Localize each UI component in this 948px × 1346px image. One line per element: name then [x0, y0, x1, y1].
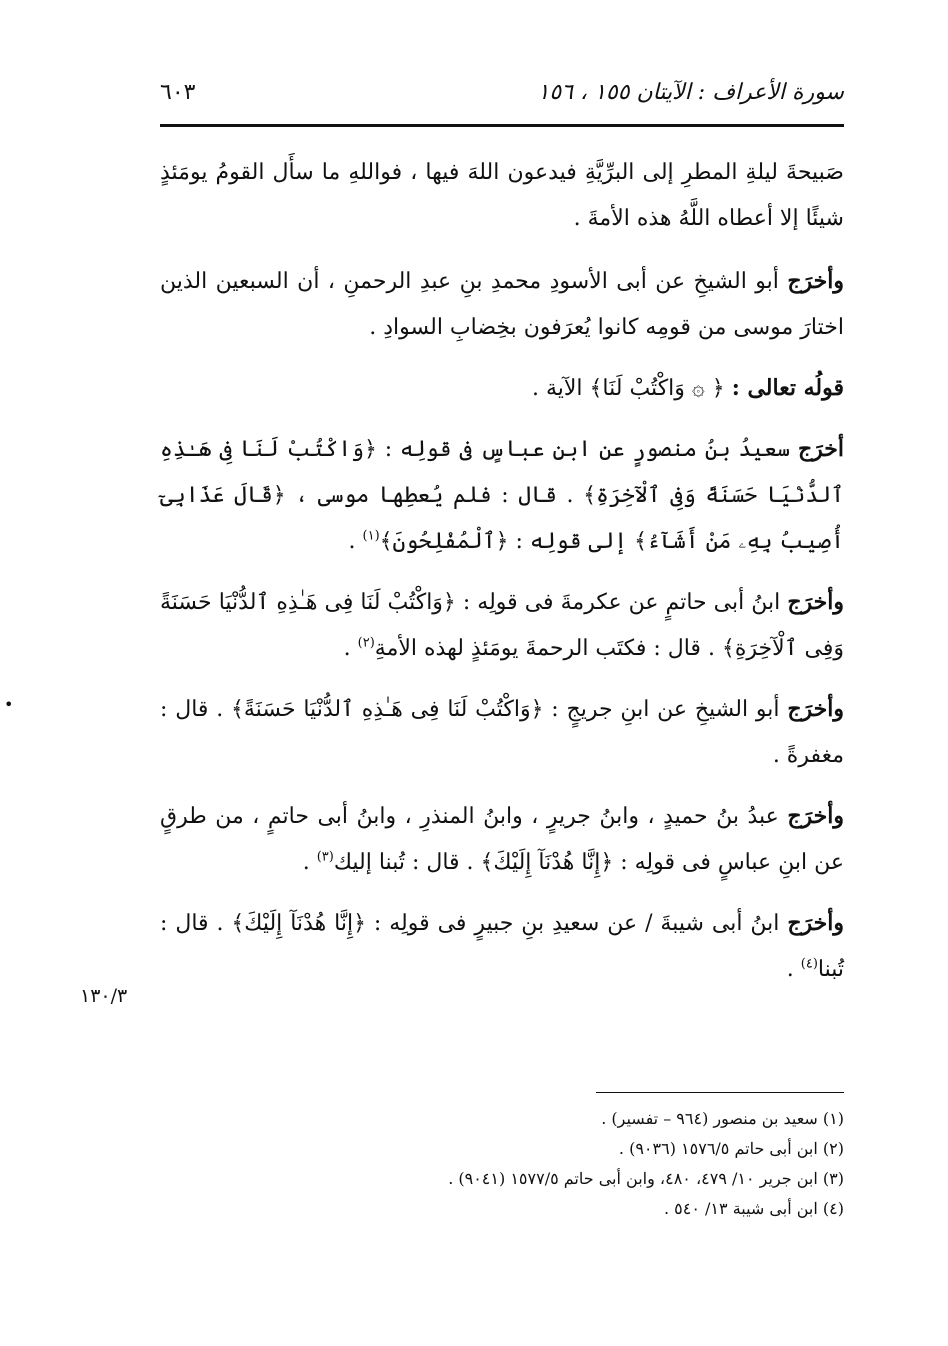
footnote-2: (٢) ابن أبى حاتم ١٥٧٦/٥ (٩٠٣٦) .	[618, 1139, 844, 1158]
paragraph-text: أبو الشيخِ عن أبى الأسودِ محمدِ بنِ عبدِ الرحمنِ ، أن السبعين الذين اختارَ موسى من قومِه كانوا يُعرَفون بخِضابِ السوادِ .	[160, 269, 844, 340]
binding-mark-icon: •	[4, 695, 14, 714]
paragraph-2	[160, 258, 844, 351]
paragraph-text: ابنُ أبى حاتمٍ عن عكرمةَ فى قولِه : ﴿وَاكْتُبْ لَنَا فِى هَـٰذِهِ ٱلدُّنْيَا حَسَنَةً وَفِى ٱلْآخِرَةِ﴾ . قال : فكتَب الرحمةَ يومَئذٍ لهذه الأمةِ	[160, 590, 844, 661]
paragraph-text: عبدُ بنُ حميدٍ ، وابنُ جريرٍ ، وابنُ المنذرِ ، وابنُ أبى حاتمٍ ، من طرقٍ عن ابنِ عباسٍ فى قولِه : ﴿إِنَّا هُدْنَآ إِلَيْكَ﴾ . قال : تُبنا إليك	[160, 804, 844, 875]
header-rule	[160, 124, 844, 127]
paragraph-lead: قولُه تعالى :	[731, 375, 844, 401]
page-header	[160, 72, 844, 122]
footnote-marker: (٢)	[357, 635, 375, 651]
paragraph-8	[160, 900, 844, 993]
paragraph-7	[160, 793, 844, 886]
margin-reference: ١٣٠/٣	[80, 985, 128, 1007]
paragraph-6	[160, 686, 844, 779]
paragraph-text: ابنُ أبى شيبةَ / عن سعيدِ بنِ جبيرٍ فى قولِه : ﴿إِنَّا هُدْنَآ إِلَيْكَ﴾ . قال : تُبنا	[160, 911, 844, 982]
running-title: سورة الأعراف : الآيتان ١٥٥ ، ١٥٦	[537, 80, 844, 105]
paragraph-text: سعيدُ بنُ منصورٍ عن ابنِ عباسٍ فى قولِه : ﴿وَاكْتُبْ لَنَا فِى هَـٰذِهِ ٱلدُّنْيَا حَسَنَةً وَفِى ٱلْآخِرَةِ﴾ . قال : فلم يُعطِها موسى ، ﴿قَالَ عَذَابِىٓ أُصِيبُ بِهِۦ مَنْ أَشَآءُ﴾ إلى قولِه : ﴿ٱلْمُفْلِحُونَ﴾	[160, 437, 844, 554]
paragraph-text: صَبيحةَ ليلةِ المطرِ إلى البرِّيَّةِ فيدعون اللهَ فيها ، فواللهِ ما سأَل القومُ يومَئذٍ شيئًا إلا أعطاه اللَّهُ هذه الأمةَ .	[160, 160, 844, 231]
paragraph-lead: وأخرَج	[787, 268, 844, 294]
paragraph-4	[160, 426, 844, 565]
footnote-separator	[596, 1092, 844, 1093]
paragraph-lead: أخرَج	[797, 436, 844, 462]
main-text	[160, 150, 844, 1007]
footnote-4: (٤) ابن أبى شيبة ١٣/ ٥٤٠ .	[663, 1199, 844, 1218]
paragraph-tail: .	[348, 529, 363, 554]
paragraph-tail: .	[786, 957, 801, 982]
paragraph-lead: وأخرَج	[787, 696, 845, 722]
paragraph-3	[160, 365, 844, 412]
paragraph-5	[160, 579, 844, 672]
footnote-marker: (٤)	[800, 956, 818, 972]
paragraph-lead: وأخرَج	[787, 803, 844, 829]
paragraph-tail: .	[343, 636, 358, 661]
footnote-3: (٣) ابن جرير ١٠/ ٤٧٩، ٤٨٠، وابن أبى حاتم ١٥٧٧/٥ (٩٠٤١) .	[448, 1169, 844, 1188]
paragraph-text: أبو الشيخِ عن ابنِ جريجٍ : ﴿وَاكْتُبْ لَنَا فِى هَـٰذِهِ ٱلدُّنْيَا حَسَنَةً﴾ . قال : مغفرةً .	[160, 697, 844, 768]
paragraph-tail: .	[302, 850, 317, 875]
footnote-marker: (١)	[362, 528, 380, 544]
footnotes	[160, 1104, 844, 1224]
footnote-marker: (٣)	[316, 849, 334, 865]
paragraph-lead: وأخرَج	[787, 589, 844, 615]
paragraph-lead: وأخرَج	[787, 910, 844, 936]
paragraph-1	[160, 150, 844, 242]
page-number: ٦٠٣	[160, 80, 196, 105]
verse-text: ﴿ ۞ وَاكْتُبْ لَنَا﴾ الآية .	[531, 376, 725, 401]
footnote-1: (١) سعيد بن منصور (٩٦٤ – تفسير) .	[601, 1109, 844, 1128]
